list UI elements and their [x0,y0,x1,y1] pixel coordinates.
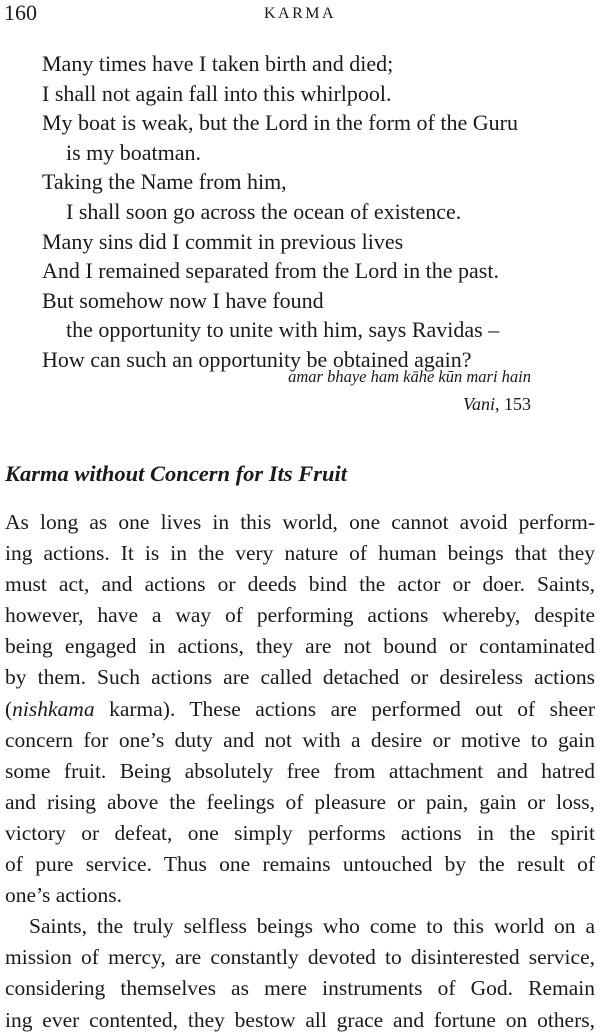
poem-line: the opportunity to unite with him, says Ravidas – [66,317,500,343]
poem-line: Many sins did I commit in previous lives [42,228,404,254]
body-line: by them. Such actions are called detached or desireless actions [5,665,595,690]
body-line: considering themselves as mere instruments of God. Remain [5,976,595,1001]
body-line: Saints, the truly selfless beings who come to this world on a [29,914,595,939]
body-line: some fruit. Being absolutely free from attachment and hatred [5,758,595,783]
body-line: concern for one’s duty and not with a desire or motive to gain [5,727,595,752]
body-line [5,694,595,725]
poem-line: I shall soon go across the ocean of existence. [66,198,462,224]
running-head: KARMA [263,5,337,22]
body-line: victory or defeat, one simply performs actions in the spirit [5,820,595,845]
body-line: of pure service. Thus one remains untouched by the result of [5,852,595,877]
poem-line: And I remained separated from the Lord in the past. [42,258,499,284]
poem-line: But somehow now I have found [42,287,324,313]
body-line: ing ever contented, they bestow all grace and fortune on others, [5,1007,595,1032]
body-line: ing actions. It is in the very nature of human beings that they [5,541,595,566]
poem-line: I shall not again fall into this whirlpool. [42,80,392,106]
body-line: however, have a way of performing actions whereby, despite [5,603,595,628]
section-heading: Karma without Concern for Its Fruit [5,461,347,486]
body-line: one’s actions. [5,883,123,908]
page-number: 160 [4,0,37,25]
poem-line: Many times have I taken birth and died; [42,51,394,76]
source-page: , 153 [495,394,531,414]
poem-attribution-source [463,394,531,415]
poem-attribution-title: amar bhaye ham kāhe kūn mari hain [288,367,531,386]
poem-line: Taking the Name from him, [42,169,287,195]
body-line: being engaged in actions, they are not bound or contaminated [5,634,595,659]
term-open: ( [5,696,13,721]
source-title: Vani [462,394,495,414]
poem [42,49,518,375]
body-line: As long as one lives in this world, one cannot avoid perform- [5,510,595,534]
poem-line: How can such an opportunity be obtained again? [42,346,472,372]
body-text [5,507,595,1036]
poem-line: is my boatman. [66,139,202,165]
body-line: must act, and actions or deeds bind the actor or doer. Saints, [5,572,595,597]
body-line: and rising above the feelings of pleasure or pain, gain or loss, [5,789,595,814]
body-line: mission of mercy, are constantly devoted to disinterested service, [5,945,595,970]
poem-line: My boat is weak, but the Lord in the form of the Guru [42,110,518,136]
term-nishkama: nishkama [12,696,95,721]
term-rest: karma). These actions are performed out of sheer [94,696,595,721]
